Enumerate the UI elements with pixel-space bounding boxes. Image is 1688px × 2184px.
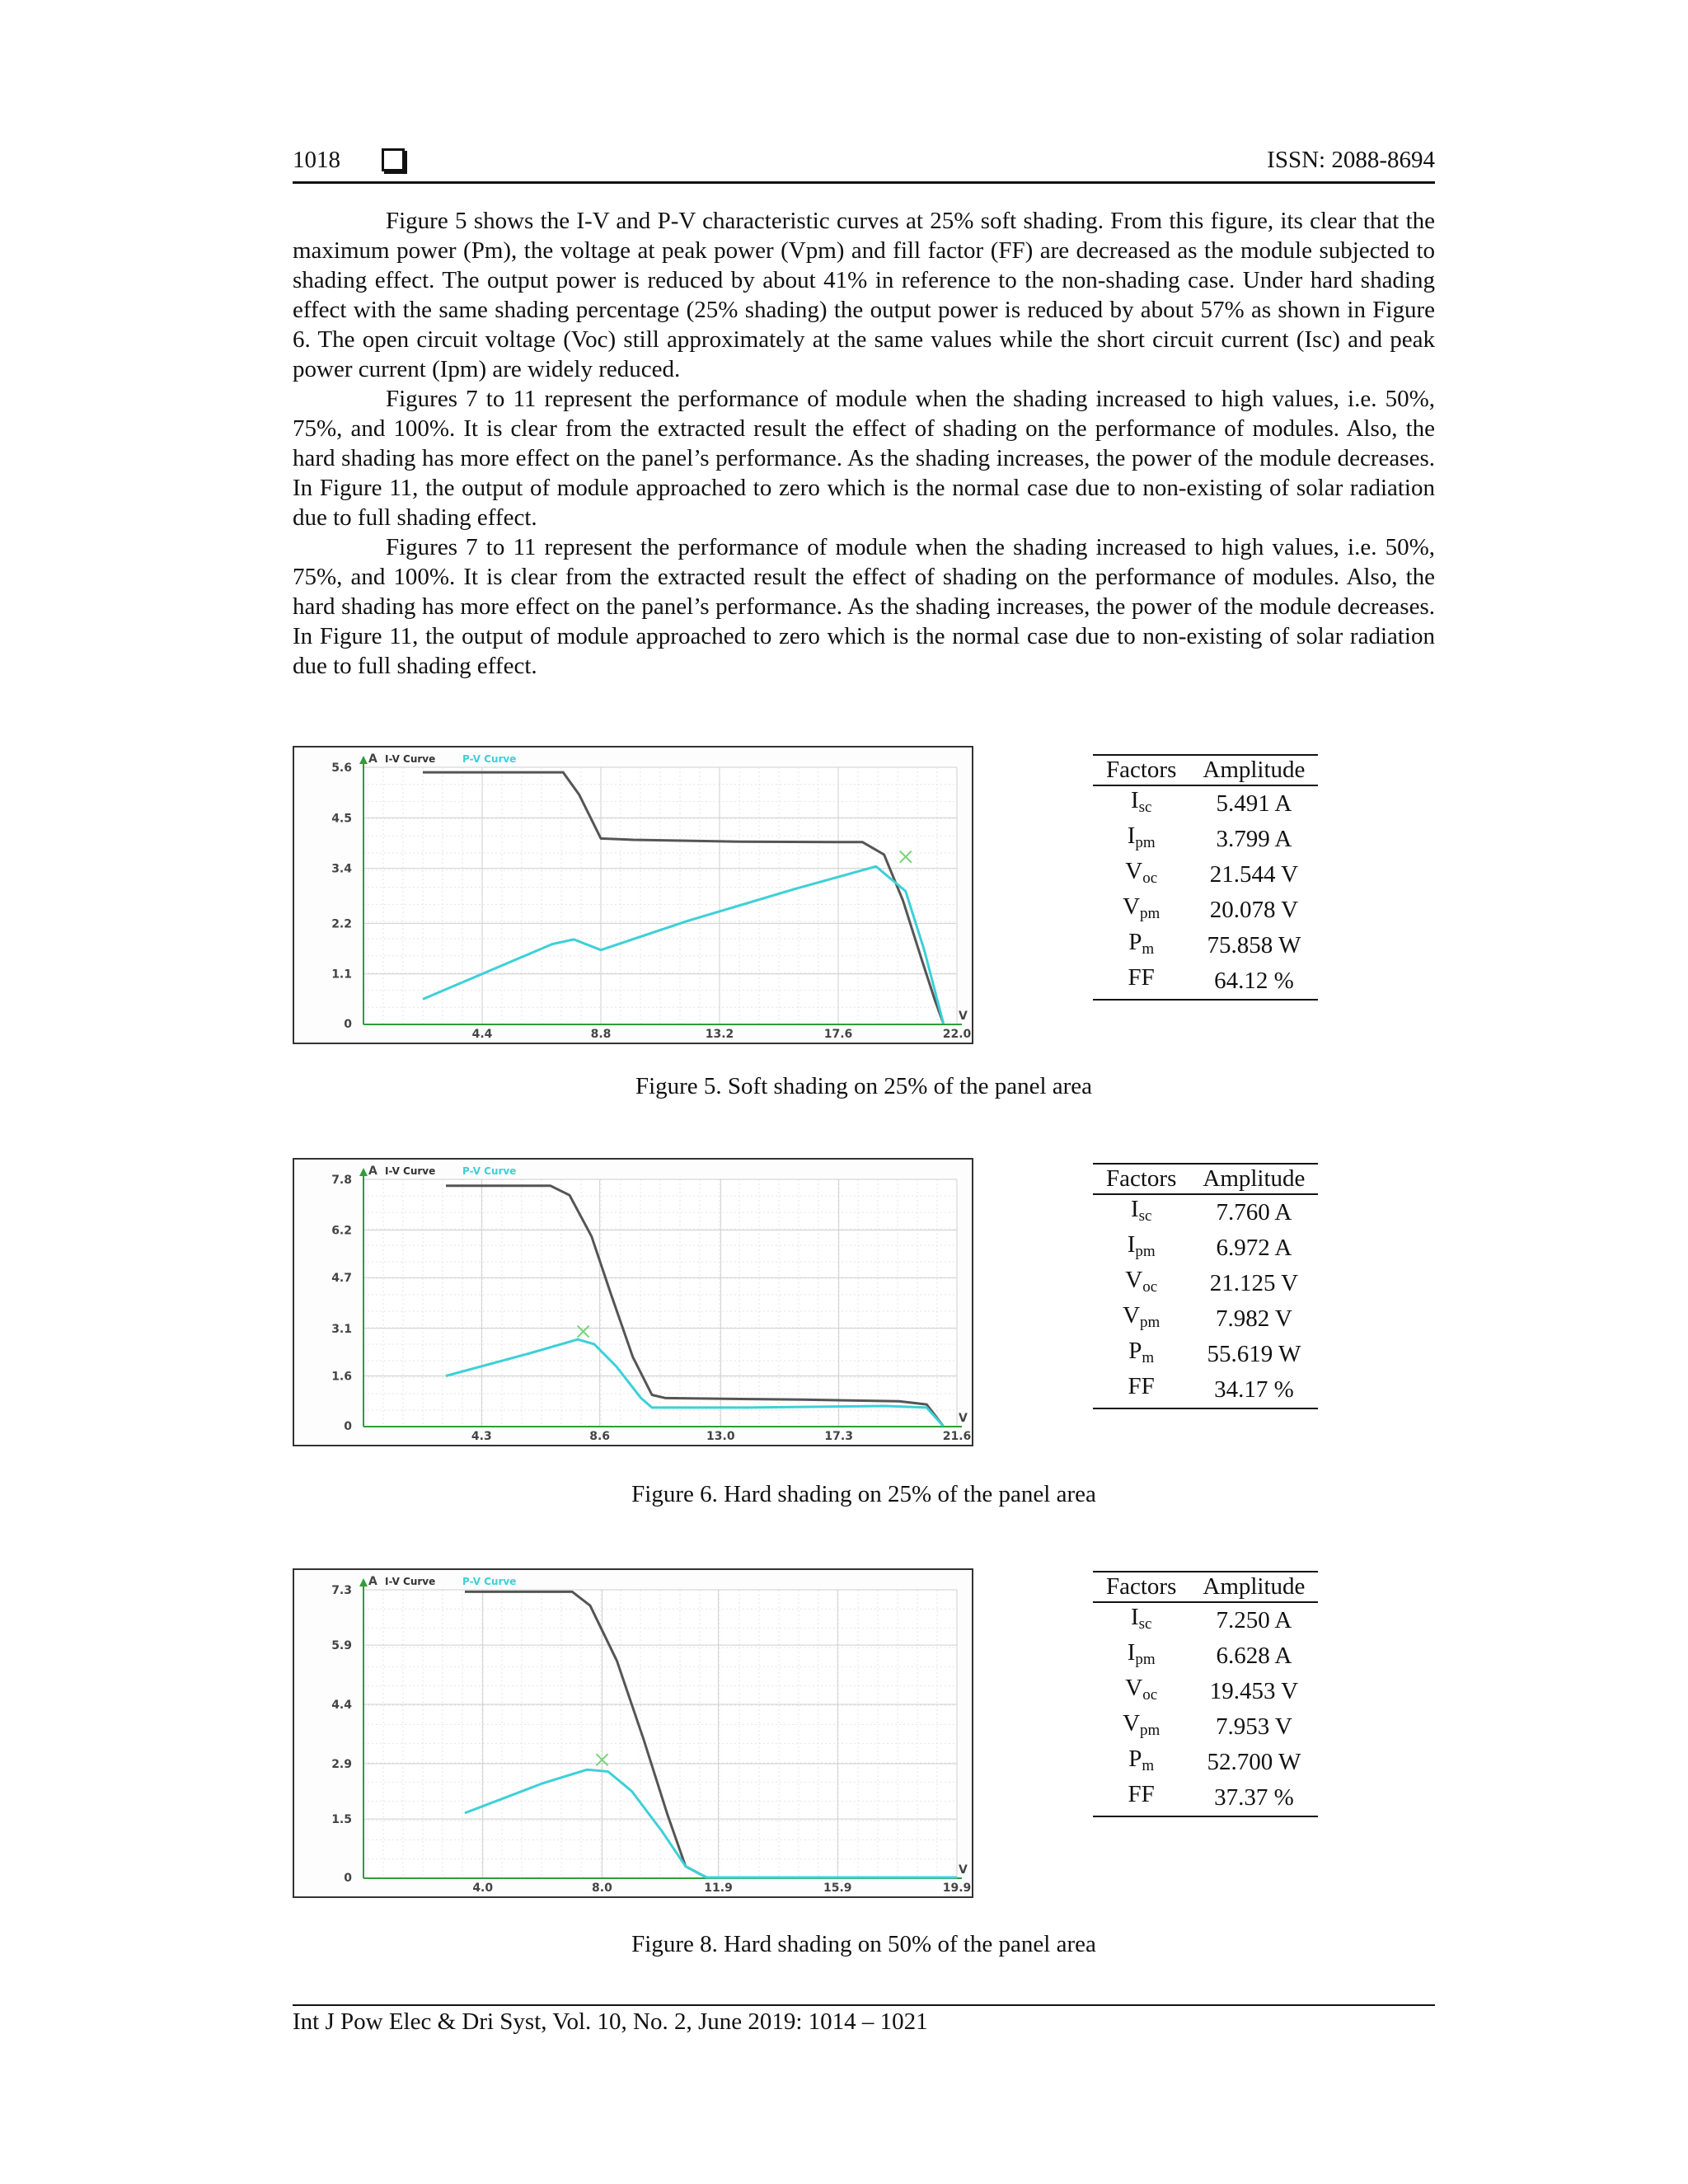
- y-tick-label: 1.5: [331, 1813, 352, 1827]
- figure-5-table: [1093, 754, 1318, 1001]
- x-tick-label: 22.0: [942, 1028, 972, 1041]
- table-row: [1093, 928, 1318, 963]
- factor-subscript: oc: [1142, 1686, 1158, 1704]
- factor-symbol: I: [1127, 1639, 1136, 1666]
- y-tick-label: 3.4: [331, 862, 352, 876]
- factor-symbol: V: [1123, 1302, 1141, 1329]
- amplitude-value: 21.125 V: [1209, 1270, 1299, 1296]
- legend-iv: I-V Curve: [385, 1165, 436, 1177]
- factor-symbol: P: [1128, 929, 1142, 955]
- x-axis-label: V: [959, 1010, 968, 1023]
- amplitude-value: 7.250 A: [1216, 1607, 1292, 1633]
- factor-subscript: sc: [1138, 1207, 1152, 1225]
- factor-symbol: P: [1128, 1746, 1142, 1772]
- figure-8-caption: Figure 8. Hard shading on 50% of the panel area: [631, 1931, 1096, 1957]
- x-tick-label: 15.9: [823, 1882, 852, 1895]
- y-tick-label: 4.4: [331, 1699, 352, 1713]
- y-axis-label: A: [368, 1575, 377, 1588]
- factor-subscript: oc: [1142, 869, 1158, 887]
- amplitude-value: 75.858 W: [1207, 932, 1301, 958]
- factor-subscript: m: [1142, 1757, 1155, 1774]
- factor-symbol: V: [1125, 1267, 1143, 1293]
- figure-6-table: [1093, 1163, 1318, 1409]
- paragraph: Figures 7 to 11 represent the performance of module when the shading increased to high values, i.e. 50%, 75%, and 100%. It is clear from the extracted result the effect of shading on the performance of modules. Also, the hard shading has more effect on the panel’s performance. As the shading increases, the power of the module decreases. In Figure 11, the output of module approached to zero which is the normal case due to non-existing of solar radiation due to full shading effect.: [293, 534, 1435, 679]
- factor-subscript: pm: [1135, 834, 1156, 851]
- amplitude-value: 6.628 A: [1216, 1643, 1292, 1669]
- y-tick-label: 6.2: [331, 1224, 352, 1238]
- legend-iv: I-V Curve: [385, 753, 436, 765]
- factor-subscript: m: [1142, 940, 1155, 958]
- y-tick-label: 3.1: [331, 1322, 352, 1336]
- page-number: 1018: [293, 147, 340, 173]
- factor-subscript: sc: [1138, 1615, 1152, 1633]
- figure-5-chart: [293, 746, 973, 1044]
- y-axis-arrow: [359, 1168, 368, 1176]
- origin-label: 0: [344, 1018, 352, 1031]
- y-axis-label: A: [368, 752, 377, 766]
- factor-symbol: I: [1127, 1231, 1136, 1258]
- table-row: [1093, 857, 1318, 893]
- footer-rule: [293, 2004, 1435, 2006]
- legend-iv: I-V Curve: [385, 1576, 436, 1587]
- figure-8-chart: [293, 1568, 973, 1898]
- factor-subscript: pm: [1140, 1314, 1160, 1331]
- amplitude-value: 5.491 A: [1216, 790, 1292, 817]
- factor-symbol: V: [1125, 858, 1143, 884]
- table-row: [1093, 1638, 1318, 1674]
- factor-symbol: FF: [1128, 1781, 1155, 1807]
- paragraph: Figure 5 shows the I-V and P-V characteristic curves at 25% soft shading. From this figure, its clear that the maximum power (Pm), the voltage at peak power (Vpm) and fill factor (FF) are decreased as the module subjected to shading effect. The output power is reduced by about 41% in reference to the non-shading case. Under hard shading effect with the same shading percentage (25% shading) the output power is reduced by about 57% as shown in Figure 6. The open circuit voltage (Voc) still approximately at the same values while the short circuit current (Isc) and peak power current (Ipm) are widely reduced.: [293, 208, 1435, 382]
- x-tick-label: 17.3: [824, 1430, 853, 1443]
- table-row: [1093, 893, 1318, 928]
- table-row: [1093, 1674, 1318, 1709]
- figure-8-table: [1093, 1571, 1318, 1817]
- issn: ISSN: 2088-8694: [1267, 147, 1435, 173]
- x-tick-label: 4.4: [471, 1028, 493, 1041]
- paragraph: Figures 7 to 11 represent the performance of module when the shading increased to high values, i.e. 50%, 75%, and 100%. It is clear from the extracted result the effect of shading on the performance of modules. Also, the hard shading has more effect on the panel’s performance. As the shading increases, the power of the module decreases. In Figure 11, the output of module approached to zero which is the normal case due to non-existing of solar radiation due to full shading effect.: [293, 386, 1435, 531]
- x-tick-label: 4.0: [472, 1882, 494, 1895]
- x-axis-label: V: [959, 1863, 968, 1877]
- amplitude-value: 7.982 V: [1215, 1305, 1292, 1332]
- factor-subscript: pm: [1140, 905, 1160, 922]
- figure-5-caption: Figure 5. Soft shading on 25% of the panel area: [635, 1073, 1093, 1099]
- factor-subscript: pm: [1140, 1722, 1160, 1739]
- amplitude-value: 7.953 V: [1215, 1713, 1292, 1740]
- col-factors: Factors: [1093, 755, 1189, 785]
- factor-symbol: V: [1123, 893, 1141, 920]
- factor-symbol: V: [1125, 1675, 1143, 1701]
- table-row: [1093, 963, 1318, 1000]
- amplitude-value: 21.544 V: [1209, 861, 1299, 888]
- factor-symbol: I: [1127, 823, 1136, 849]
- x-tick-label: 13.0: [706, 1430, 735, 1443]
- amplitude-value: 37.37 %: [1189, 1780, 1318, 1816]
- amplitude-value: 64.12 %: [1189, 963, 1318, 1000]
- amplitude-value: 20.078 V: [1209, 897, 1299, 923]
- table-row: [1093, 785, 1318, 822]
- page-header: [293, 147, 1435, 185]
- body-text: [293, 206, 1435, 681]
- factor-subscript: m: [1142, 1349, 1155, 1366]
- factor-symbol: I: [1130, 1196, 1139, 1222]
- factor-subscript: pm: [1135, 1651, 1156, 1668]
- y-tick-label: 7.3: [331, 1584, 352, 1597]
- x-axis-label: V: [959, 1412, 968, 1425]
- col-factors: Factors: [1093, 1164, 1189, 1194]
- y-tick-label: 1.1: [331, 968, 352, 982]
- table-row: [1093, 1337, 1318, 1372]
- legend-pv: P-V Curve: [462, 1165, 517, 1177]
- col-amplitude: Amplitude: [1189, 755, 1318, 785]
- col-amplitude: Amplitude: [1189, 1572, 1318, 1602]
- factor-symbol: P: [1128, 1338, 1142, 1364]
- x-tick-label: 8.8: [590, 1028, 612, 1041]
- x-tick-label: 8.6: [589, 1430, 611, 1443]
- amplitude-value: 52.700 W: [1207, 1749, 1301, 1775]
- factor-symbol: FF: [1128, 1373, 1155, 1399]
- header-rule: [293, 181, 1435, 184]
- iv-pv-chart: [294, 1160, 972, 1445]
- amplitude-value: 34.17 %: [1189, 1372, 1318, 1408]
- table-row: [1093, 1230, 1318, 1266]
- y-tick-label: 1.6: [331, 1370, 352, 1384]
- amplitude-value: 19.453 V: [1209, 1678, 1299, 1704]
- x-tick-label: 4.3: [471, 1430, 492, 1443]
- factor-symbol: I: [1130, 1604, 1139, 1630]
- col-factors: Factors: [1093, 1572, 1189, 1602]
- y-axis-arrow: [359, 1578, 368, 1586]
- table-row: [1093, 1745, 1318, 1780]
- origin-label: 0: [344, 1872, 352, 1885]
- legend-pv: P-V Curve: [462, 1576, 517, 1587]
- table-row: [1093, 1780, 1318, 1816]
- x-tick-label: 17.6: [823, 1028, 853, 1041]
- figure-6-caption: Figure 6. Hard shading on 25% of the panel area: [631, 1481, 1096, 1507]
- table-row: [1093, 822, 1318, 857]
- y-tick-label: 4.7: [331, 1272, 352, 1286]
- x-tick-label: 11.9: [704, 1882, 733, 1895]
- factor-symbol: I: [1130, 787, 1139, 813]
- y-tick-label: 5.6: [331, 762, 352, 775]
- x-tick-label: 13.2: [705, 1028, 734, 1041]
- origin-label: 0: [344, 1420, 352, 1433]
- square-bullet-icon: [382, 148, 405, 171]
- factor-subscript: oc: [1142, 1278, 1158, 1296]
- x-tick-label: 8.0: [592, 1882, 612, 1895]
- footer-citation: Int J Pow Elec & Dri Syst, Vol. 10, No. 2, June 2019: 1014 – 1021: [293, 2008, 928, 2035]
- y-tick-label: 7.8: [331, 1174, 352, 1187]
- x-tick-label: 21.6: [942, 1430, 972, 1443]
- y-tick-label: 2.2: [331, 917, 352, 931]
- figure-6-chart: [293, 1158, 973, 1446]
- factor-symbol: V: [1123, 1710, 1141, 1736]
- factor-symbol: FF: [1128, 964, 1155, 991]
- y-tick-label: 4.5: [331, 812, 352, 826]
- factor-subscript: sc: [1138, 799, 1152, 816]
- amplitude-value: 7.760 A: [1216, 1199, 1292, 1226]
- x-tick-label: 19.9: [942, 1882, 972, 1895]
- amplitude-value: 55.619 W: [1207, 1341, 1301, 1367]
- y-axis-label: A: [368, 1165, 377, 1178]
- table-row: [1093, 1709, 1318, 1745]
- table-row: [1093, 1266, 1318, 1301]
- iv-pv-chart: [294, 748, 972, 1043]
- amplitude-value: 3.799 A: [1216, 826, 1292, 852]
- y-tick-label: 2.9: [331, 1757, 352, 1771]
- col-amplitude: Amplitude: [1189, 1164, 1318, 1194]
- table-row: [1093, 1301, 1318, 1337]
- table-row: [1093, 1372, 1318, 1408]
- legend-pv: P-V Curve: [462, 753, 517, 765]
- iv-pv-chart: [294, 1570, 972, 1896]
- factor-subscript: pm: [1135, 1243, 1156, 1260]
- y-axis-arrow: [359, 756, 368, 764]
- table-row: [1093, 1194, 1318, 1230]
- amplitude-value: 6.972 A: [1216, 1235, 1292, 1261]
- table-row: [1093, 1602, 1318, 1638]
- y-tick-label: 5.9: [331, 1639, 352, 1653]
